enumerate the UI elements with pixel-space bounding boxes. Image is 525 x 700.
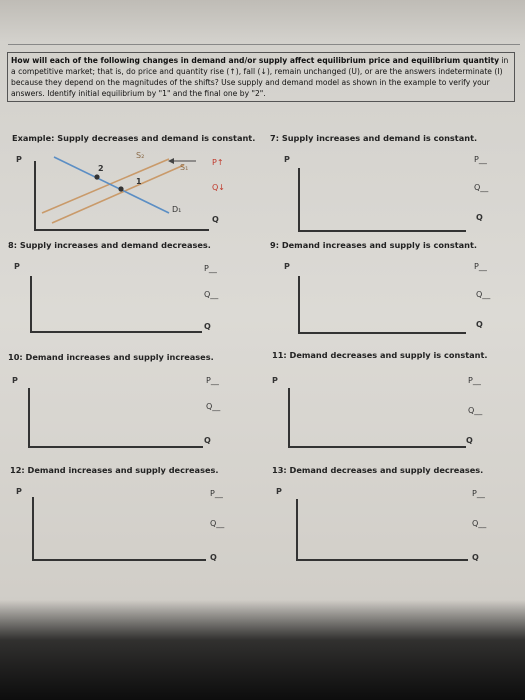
example-title: Example: Supply decreases and demand is constant. [12, 133, 256, 143]
panel-12-y-axis [32, 497, 34, 559]
panel-13-q-blank: Q__ [472, 519, 487, 528]
panel-8-q-blank: Q__ [204, 290, 219, 299]
panel-8-p-blank: P__ [204, 264, 217, 273]
instructions-box [7, 52, 515, 102]
panel-11-q-blank: Q__ [468, 406, 483, 415]
panel-10-y-axis [28, 388, 30, 446]
panel-11 [272, 350, 522, 460]
panel-11-title: 11: Demand decreases and supply is constant. [272, 350, 488, 360]
demand-curve-d1 [54, 157, 169, 213]
panel-13-title: 13: Demand decreases and supply decreases. [272, 465, 484, 475]
panel-7 [270, 133, 520, 243]
panel-10-q-label: Q [204, 436, 211, 445]
panel-9-y-axis [298, 276, 300, 332]
point-2-label: 2 [98, 164, 104, 173]
panel-7-q-label: Q [476, 213, 483, 222]
panel-9-q-blank: Q__ [476, 290, 491, 299]
instructions-bold: How will each of the following changes in demand and/or supply affect equilibrium price and equilibrium quantity [11, 56, 500, 65]
equilibrium-point-1 [118, 186, 123, 191]
example-q-answer: Q↓ [212, 183, 225, 192]
panel-10-q-blank: Q__ [206, 402, 221, 411]
supply-curve-s2 [42, 159, 169, 213]
panel-12-q-label: Q [210, 553, 217, 562]
panel-13-y-axis [296, 499, 298, 559]
panel-7-y-axis [298, 168, 300, 230]
panel-9-title: 9: Demand increases and supply is constant. [270, 240, 478, 250]
point-1-label: 1 [136, 177, 142, 186]
panel-10 [8, 352, 258, 462]
s1-label: S₁ [180, 163, 189, 172]
panel-12-title: 12: Demand increases and supply decreases. [10, 465, 219, 475]
panel-10-x-axis [28, 446, 203, 448]
panel-13-x-axis [296, 559, 468, 561]
panel-8-y-axis [30, 276, 32, 331]
panel-8 [8, 240, 258, 350]
panel-12-p-blank: P__ [210, 489, 223, 498]
panel-7-p-blank: P__ [474, 155, 487, 164]
example-q-axis-label: Q [212, 215, 219, 224]
table-shadow [0, 600, 525, 700]
panel-9-p-label: P [284, 262, 290, 271]
panel-10-p-label: P [12, 376, 18, 385]
example-p-axis-label: P [16, 155, 22, 164]
panel-12-q-blank: Q__ [210, 519, 225, 528]
s2-label: S₂ [136, 151, 145, 160]
panel-8-p-label: P [14, 262, 20, 271]
panel-8-q-label: Q [204, 322, 211, 331]
supply-curve-s1 [52, 165, 184, 223]
equilibrium-point-2 [94, 174, 99, 179]
panel-7-p-label: P [284, 155, 290, 164]
panel-13 [272, 465, 522, 575]
d1-label: D₁ [172, 205, 182, 214]
panel-12-x-axis [32, 559, 206, 561]
panel-7-q-blank: Q__ [474, 183, 489, 192]
panel-9 [270, 240, 520, 350]
panel-13-q-label: Q [472, 553, 479, 562]
panel-9-x-axis [298, 332, 466, 334]
panel-8-x-axis [30, 331, 202, 333]
panel-9-q-label: Q [476, 320, 483, 329]
panel-11-p-blank: P__ [468, 376, 481, 385]
instructions-text: in a competitive market; that is, do price and quantity rise (↑), fall (↓), remain unchanged (U), or are the answers indeterminate (I) because they depend on the magnitudes of the shifts? Use supply and demand model as shown in the example to verify your answers. Identify initial equilibrium by "1" and the final one by "2". [11, 56, 509, 99]
panel-11-x-axis [288, 446, 466, 448]
panel-10-title: 10: Demand increases and supply increases. [8, 352, 214, 362]
panel-10-p-blank: P__ [206, 376, 219, 385]
panel-12 [10, 465, 260, 575]
panel-11-p-label: P [272, 376, 278, 385]
panel-8-title: 8: Supply increases and demand decreases. [8, 240, 211, 250]
panel-7-title: 7: Supply increases and demand is constant. [270, 133, 478, 143]
panel-12-p-label: P [16, 487, 22, 496]
example-panel [12, 133, 262, 243]
panel-13-p-label: P [276, 487, 282, 496]
panel-13-p-blank: P__ [472, 489, 485, 498]
panel-9-p-blank: P__ [474, 262, 487, 271]
header-rule [8, 44, 520, 45]
panel-11-q-label: Q [466, 436, 473, 445]
example-p-answer: P↑ [212, 158, 224, 167]
panel-7-x-axis [298, 230, 466, 232]
panel-11-y-axis [288, 388, 290, 446]
